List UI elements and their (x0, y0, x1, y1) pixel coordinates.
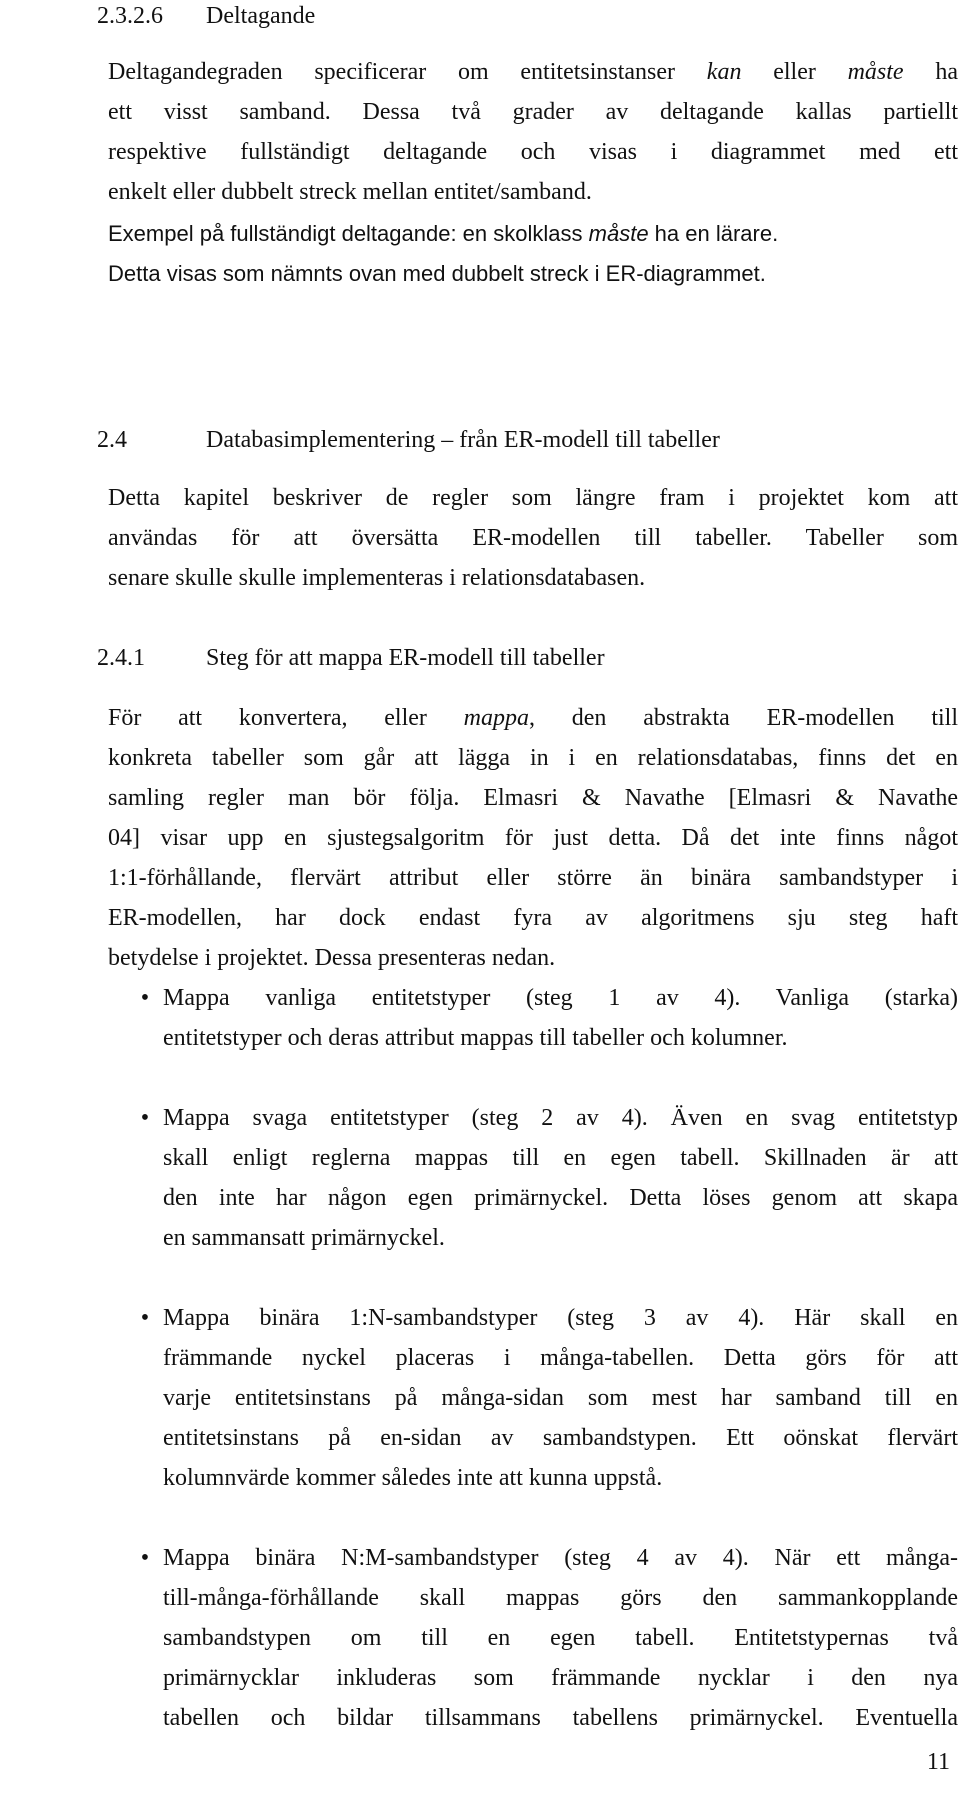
text-line: kolumnvärde kommer således inte att kunna uppstå. (163, 1465, 663, 1491)
paragraph-mapping-steps (108, 698, 958, 978)
text-line: till-många-förhållande skall mappas görs den sammankopplande (163, 1585, 958, 1611)
text-line: Detta visas som nämnts ovan med dubbelt streck i ER-diagrammet. (108, 261, 766, 286)
text-line: skall enligt reglerna mappas till en egen tabell. Skillnaden är att (163, 1145, 958, 1171)
text-line: konkreta tabeller som går att lägga in i en relationsdatabas, finns det en (108, 745, 958, 771)
list-item (108, 978, 958, 1058)
bullet-marker: • (140, 1545, 150, 1571)
section-heading-2-4-1 (97, 638, 605, 678)
text-line: en sammansatt primärnyckel. (163, 1225, 445, 1251)
text-line: För att konvertera, eller mappa, den abstrakta ER-modellen till (108, 705, 958, 731)
paragraph-deltagande-example (108, 214, 958, 294)
text-line: senare skulle skulle implementeras i relationsdatabasen. (108, 565, 646, 591)
text-line: primärnycklar inkluderas som främmande nycklar i den nya (163, 1665, 958, 1691)
text-line: sambandstypen om till en egen tabell. Entitetstypernas två (163, 1625, 958, 1651)
section-title: Databasimplementering – från ER-modell till tabeller (206, 427, 720, 453)
text-line: tabellen och bildar tillsammans tabellens primärnyckel. Eventuella (163, 1705, 958, 1731)
text-line: 1:1-förhållande, flervärt attribut eller större än binära sambandstyper i (108, 865, 958, 891)
page-number: 11 (926, 1749, 950, 1775)
text-line: Detta kapitel beskriver de regler som längre fram i projektet kom att (108, 485, 958, 511)
mapping-steps-list (108, 978, 958, 1778)
section-heading-2-4 (97, 420, 720, 460)
section-title: Steg för att mappa ER-modell till tabeller (206, 645, 605, 671)
text-line: Mappa vanliga entitetstyper (steg 1 av 4). Vanliga (starka) (163, 985, 958, 1011)
text-line: främmande nyckel placeras i många-tabellen. Detta görs för att (163, 1345, 958, 1371)
paragraph-deltagande-intro (108, 52, 958, 212)
text-line: enkelt eller dubbelt streck mellan entitet/samband. (108, 179, 592, 205)
text-line: Exempel på fullständigt deltagande: en skolklass måste ha en lärare. (108, 221, 779, 246)
text-line: ett visst samband. Dessa två grader av deltagande kallas partiellt (108, 99, 958, 125)
text-line: Mappa binära N:M-sambandstyper (steg 4 av 4). När ett många- (163, 1545, 958, 1571)
text-line: betydelse i projektet. Dessa presenteras nedan. (108, 945, 556, 971)
bullet-marker: • (140, 985, 150, 1011)
section-number: 2.3.2.6 (97, 3, 163, 29)
text-line: samling regler man bör följa. Elmasri & Navathe [Elmasri & Navathe (108, 785, 958, 811)
section-title: Deltagande (206, 3, 316, 29)
text-line: varje entitetsinstans på många-sidan som mest har samband till en (163, 1385, 958, 1411)
text-line: användas för att översätta ER-modellen till tabeller. Tabeller som (108, 525, 958, 551)
text-line: Mappa binära 1:N-sambandstyper (steg 3 av 4). Här skall en (163, 1305, 958, 1331)
text-line: 04] visar upp en sjustegsalgoritm för just detta. Då det inte finns något (108, 825, 958, 851)
section-number: 2.4.1 (97, 645, 145, 671)
list-item (108, 1298, 958, 1498)
paragraph-database-implementation (108, 478, 958, 598)
bullet-marker: • (140, 1105, 150, 1131)
text-line: Mappa svaga entitetstyper (steg 2 av 4). Även en svag entitetstyp (163, 1105, 958, 1131)
text-line: respektive fullständigt deltagande och visas i diagrammet med ett (108, 139, 958, 165)
section-number: 2.4 (97, 427, 127, 453)
text-line: ER-modellen, har dock endast fyra av algoritmens sju steg haft (108, 905, 958, 931)
text-line: entitetstyper och deras attribut mappas till tabeller och kolumner. (163, 1025, 788, 1051)
section-heading-2-3-2-6 (97, 0, 315, 36)
list-item (108, 1098, 958, 1258)
bullet-marker: • (140, 1305, 150, 1331)
list-item (108, 1538, 958, 1738)
text-line: den inte har någon egen primärnyckel. Detta löses genom att skapa (163, 1185, 958, 1211)
text-line: entitetsinstans på en-sidan av sambandstypen. Ett oönskat flervärt (163, 1425, 958, 1451)
text-line: Deltagandegraden specificerar om entitetsinstanser kan eller måste ha (108, 59, 958, 85)
